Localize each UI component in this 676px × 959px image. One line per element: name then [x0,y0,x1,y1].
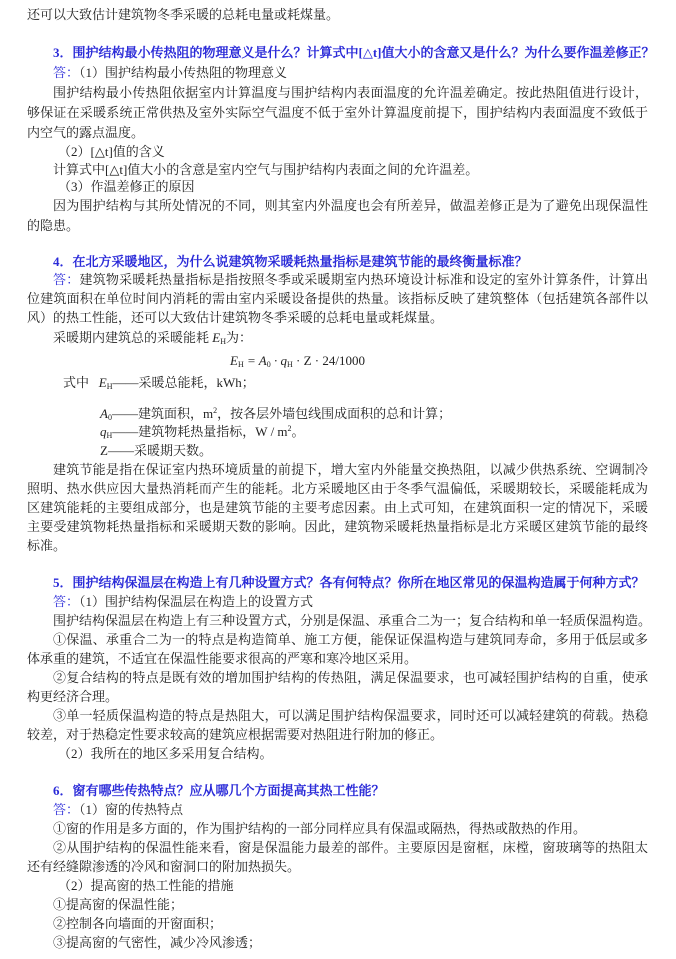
subheading: （1）围护结构最小传热阻的物理意义 [79,65,288,80]
paragraph-line: 内空气的露点温度。 [27,125,145,140]
paragraph-line: 计算式中[△t]值大小的含意是室内空气与围护结构内表面之间的允许温差。 [53,162,479,177]
paragraph-line: 标准。 [27,538,67,553]
answer-heading [53,64,287,82]
symbol: · q [270,353,287,368]
paragraph-line [53,329,252,347]
paragraph-line: ①保温、承重合二为一的特点是构造简单、施工方便，能保证保温构造与建筑同寿命，多用于低层或多 [53,632,648,647]
formula [230,352,365,370]
text: 。 [291,424,305,439]
paragraph-line: 的隐患。 [27,218,80,233]
paragraph-line: 构更经济合理。 [27,689,119,704]
symbol: E [212,330,221,345]
formula-where-line: Z——采暖期天数。 [100,443,212,458]
subscript: 0 [266,360,271,369]
subscript: H [106,431,113,440]
answer-label: 答： [53,802,80,817]
text: ——建筑面积，m [111,406,214,421]
formula-where [63,374,255,392]
text: 为： [226,330,253,345]
text: ——建筑物耗热量指标，W / m [112,424,288,439]
paragraph-line: 够保证在采暖系统正常供热及室外实际空气温度不低于室外计算温度前提下，围护结构内表面温度不致低于 [27,105,648,120]
superscript: 2 [287,424,292,433]
paragraph-line: 还可以大致估计建筑物冬季采暖的总耗电量或耗煤量。 [27,7,340,22]
subheading: （1）窗的传热特点 [79,802,184,817]
text: ——采暖总能耗，kWh； [112,375,255,390]
subscript: H [237,360,244,369]
subheading: （3）作温差修正的原因 [58,179,195,194]
formula-rest: · Z · 24/1000 [292,353,365,368]
paragraph-line: 风）的热工性能，还可以大致估计建筑物冬季采暖的总耗电量或耗煤量。 [27,310,444,325]
paragraph-line: 还有经缝隙渗透的冷风和窗洞口的附加热损失。 [27,859,301,874]
subscript: H [286,360,293,369]
symbol: E [230,353,238,368]
question-3-title: 3．围护结构最小传热阻的物理意义是什么？计算式中[△t]值大小的含意又是什么？为什么要作温差修正？ [53,45,655,60]
question-4-title: 4．在北方采暖地区，为什么说建筑物采暖耗热量指标是建筑节能的最终衡量标准？ [53,254,528,269]
label: 式中 [63,375,90,390]
answer-label: 答： [53,594,80,609]
symbol: E [98,375,107,390]
list-item: ①提高窗的保温性能； [53,897,184,912]
formula-where-line [100,423,305,441]
symbol: q [100,424,107,439]
paragraph-line: ②复合结构的特点是既有效的增加围护结构的传热阻，满足保温要求，也可减轻围护结构的自重，使承 [53,670,648,685]
answer-heading [53,593,313,611]
subscript: H [106,382,113,391]
paragraph-line: 围护结构保温层在构造上有三种设置方式，分别是保温、承重合二为一；复合结构和单一轻质保温构造。 [53,613,652,628]
question-5-title: 5．围护结构保温层在构造上有几种设置方式？各有何特点？你所在地区常见的保温构造属于何种方式？ [53,575,645,590]
answer-heading [53,801,183,819]
symbol: A [100,406,108,421]
list-item: ②控制各向墙面的开窗面积； [53,916,223,931]
paragraph-line: 区建筑能耗的主要组成部分，也是建筑节能的主要考虑因素。由上式可知，在建筑面积一定的情况下，采暖 [27,500,648,515]
paragraph-line: 体承重的建筑，不适宜在保温性能要求很高的严寒和寒冷地区采用。 [27,651,418,666]
answer-label: 答： [53,65,80,80]
paragraph-line: 照明、热水供应因大量热消耗而产生的能耗。北方采暖地区由于冬季气温偏低，采暖期较长，采暖能耗成为 [27,481,648,496]
superscript: 2 [213,406,218,415]
formula-where-line [100,405,451,423]
paragraph-line [53,271,648,289]
subscript: H [220,337,226,346]
paragraph-line: ①窗的作用是多方面的，作为围护结构的一部分同样应具有保温或隔热，得热或散热的作用。 [53,821,587,836]
paragraph-line: ③单一轻质保温构造的特点是热阻大，可以满足围护结构保温要求，同时还可以减轻建筑的荷载。热稳 [53,708,648,723]
text: 采暖期内建筑总的采暖能耗 [53,330,210,345]
paragraph-line: 建筑节能是指在保证室内热环境质量的前提下，增大室内外能量交换热阻，以减少供热系统、空调制冷 [53,462,648,477]
paragraph-line: ②从围护结构的保温性能来看，窗是保温能力最差的部件。主要原因是窗框，床樘，窗玻璃等的热阻太 [53,840,648,855]
list-item: ③提高窗的气密性，减少冷风渗透； [53,935,262,950]
subheading: （2）我所在的地区多采用复合结构。 [58,746,273,761]
paragraph-line: 较差，对于热稳定性要求较高的建筑应根据需要对热阻进行附加的修正。 [27,727,444,742]
paragraph-line: 围护结构最小传热阻依据室内计算温度与围护结构内表面温度的允许温差确定。按此热阻值进行设计， [53,85,648,100]
subheading: （2）[△t]值的含义 [58,144,165,159]
answer-text: 建筑物采暖耗热量指标是指按照冬季或采暖期室内热环境设计标准和设定的室外计算条件，计算出 [79,272,648,287]
subheading: （2）提高窗的热工性能的措施 [58,878,234,893]
paragraph-line: 位建筑面积在单位时间内消耗的需由室内采暖设备提供的热量。该指标反映了建筑整体（包括建筑各部件以 [27,291,648,306]
paragraph-line: 因为围护结构与其所处情况的不同，则其室内外温度也会有所差异，做温差修正是为了避免出现保温性 [53,198,648,213]
symbol: = A [243,353,267,368]
answer-label: 答： [53,272,80,287]
paragraph-line: 主要受建筑物耗热量指标和采暖期天数的影响。因此，建筑物采暖耗热量指标是北方采暖区建筑节能的最终 [27,519,648,534]
subheading: （1）围护结构保温层在构造上的设置方式 [79,594,314,609]
text: ，按各层外墙包线围成面积的总和计算； [217,406,452,421]
question-6-title: 6．窗有哪些传热特点？应从哪几个方面提高其热工性能？ [53,783,385,798]
subscript: 0 [107,413,112,422]
